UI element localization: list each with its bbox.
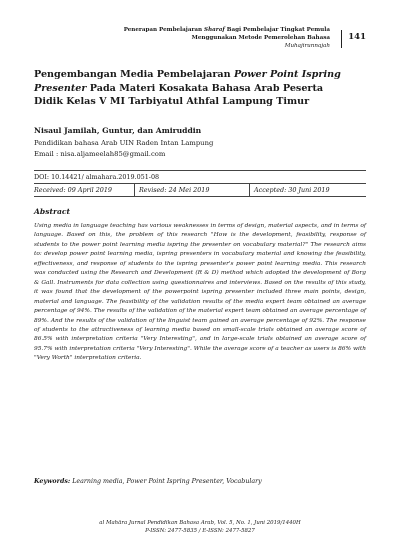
running-head-author: Muhajirunnajah xyxy=(284,43,330,49)
abstract-heading: Abstract xyxy=(34,207,71,216)
affiliation: Pendidikan bahasa Arab UIN Raden Intan Lampung xyxy=(34,139,214,147)
page-number: 141 xyxy=(341,30,366,48)
received-date: Received: 09 April 2019 xyxy=(34,186,112,194)
footer xyxy=(0,520,400,535)
email: Email : nisa.aljameelah85@gmail.com xyxy=(34,150,166,158)
revised-date: Revised: 24 Mei 2019 xyxy=(134,184,249,196)
running-head-line-1: Penerapan Pembelajaran Sharaf Bagi Pembelajar Tingkat Pemula xyxy=(123,27,330,33)
article-title: Pengembangan Media Pembelajaran Power Point Ispring Presenter Pada Materi Kosakata Bahasa Arab Peserta Didik Kelas V MI Tarbiyatul Athfal Lampung Timur xyxy=(34,69,341,107)
dates-row xyxy=(34,184,366,197)
doi: DOI: 10.14421/ almahara.2019.051-08 xyxy=(34,170,366,184)
running-head-line-2: Menggunakan Metode Pemerolehan Bahasa xyxy=(191,35,330,41)
running-head xyxy=(70,26,330,50)
keywords-label: Keywords: xyxy=(34,478,71,485)
keywords-value: Learning media, Power Point Ispring Presenter, Vocabulary xyxy=(70,478,262,485)
authors: Nisaul Jamilah, Guntur, dan Amiruddin xyxy=(34,126,202,135)
footer-journal: al Mahāra Jurnal Pendidikan Bahasa Arab, Vol. 5, No. 1, Juni 2019/1440H xyxy=(99,520,301,526)
footer-issn: P-ISSN: 2477-5835 / E-ISSN: 2477-5827 xyxy=(145,527,255,534)
keywords xyxy=(34,478,366,485)
article-meta-box xyxy=(34,170,366,197)
accepted-date: Accepted: 30 Juni 2019 xyxy=(249,184,366,196)
abstract-body: Using media in language teaching has various weaknesses in terms of design, material aspects, and in terms of language. Based on this, the problem of this research "How is the development, feasibility, response of students to the power point learning media ispring the presenter on vocabulary material?" The research aims to: develop power point learning media, ispring presenters in vocabulary material and knowing the feasibility, effectiveness, and response of students to the ispring presenter's power point learning media. This research was conducted using the Research and Development (R & D) method which adopted the development of Borg & Gall. Instruments for data collection using questionnaires and interviews. Based on the results of this study, it was found that the development of the powerpoint ispring presenter included three main points, design, material and language. The feasibility of the validation results of the media expert team obtained an average percentage of 94%. The results of the validation of the material expert team obtained an average percentage of 89%. And the results of the validation of the linguist team gained an average percentage of 92%. The response of students to the attractiveness of learning media based on small-scale trials obtained an average score of 86.5% with interpretation criteria "Very Interesting", and in large-scale trials obtained an average score of 95.7% with interpretation criteria "Very Interesting". While the average score of a teacher as users is 86% with "Very Worth" interpretation criteria. xyxy=(34,223,366,362)
